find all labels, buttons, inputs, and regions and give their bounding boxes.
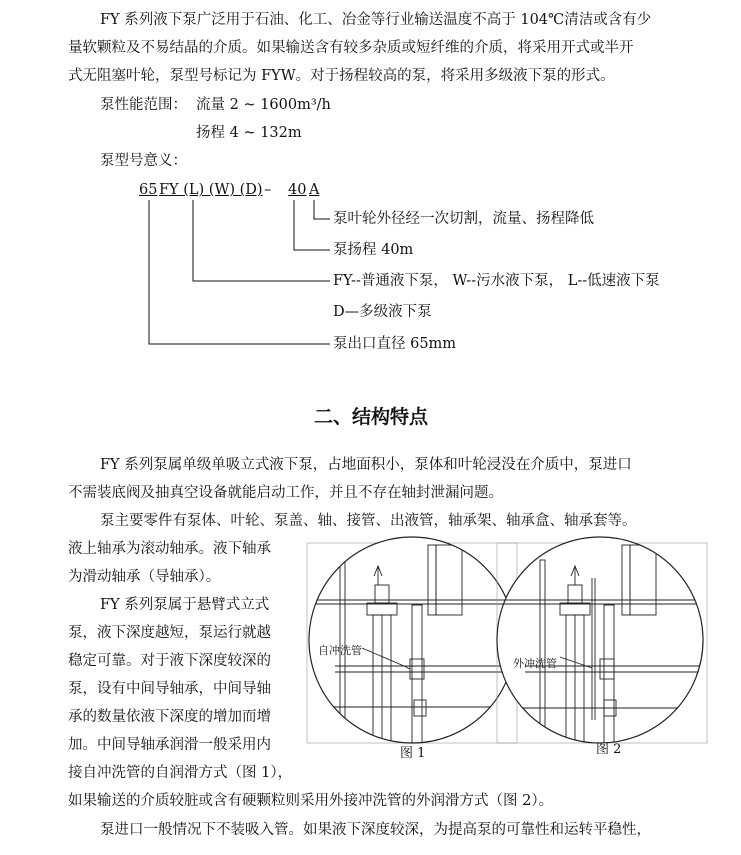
body-line-7: 泵，液下深度越短，泵运行就越 [68, 625, 271, 641]
model-code-head: 40 [288, 182, 307, 198]
note-head: 泵扬程 40m [333, 242, 414, 258]
model-code-series: FY (L) (W) (D) [159, 182, 263, 198]
range-label: 泵性能范围： [100, 97, 187, 113]
body-line-12: 接自冲洗管的自润滑方式（图 1）， [68, 765, 293, 781]
body-line-9: 泵，设有中间导轴承，中间导轴 [68, 681, 271, 697]
body-line-5: 为滑动轴承（导轴承）。 [68, 569, 221, 585]
body-line-13: 如果输送的介质较脏或含有硬颗粒则采用外接冲洗管的外润滑方式（图 2）。 [68, 793, 554, 809]
body-line-8: 稳定可靠。对于液下深度较深的 [68, 653, 271, 669]
intro-line-1: FY 系列液下泵广泛用于石油、化工、冶金等行业输送温度不高于 104℃清洁或含有少 [100, 12, 652, 28]
intro-line-2: 量软颗粒及不易结晶的介质。如果输送含有较多杂质或短纤维的介质，将采用开式或半开 [68, 40, 634, 56]
body-line-4: 液上轴承为滚动轴承。液下轴承 [68, 541, 271, 557]
figure-2-caption: 图 2 [596, 742, 622, 757]
figure-2-drawing [497, 537, 707, 765]
note-outlet: 泵出口直径 65mm [333, 336, 457, 352]
body-line-6: FY 系列泵属于悬臂式立式 [100, 597, 270, 613]
body-line-3: 泵主要零件有泵体、叶轮、泵盖、轴、接管、出液管，轴承架、轴承盒、轴承套等。 [100, 513, 637, 529]
model-code-size: 65 [139, 182, 158, 198]
figure-2-label: 外冲洗管 [513, 657, 557, 670]
note-multistage: D—多级液下泵 [333, 304, 432, 320]
body-line-10: 承的数量依液下深度的增加而增 [68, 709, 271, 725]
body-line-1: FY 系列泵属单级单吸立式液下泵，占地面积小，泵体和叶轮浸没在介质中，泵进口 [100, 457, 632, 473]
note-types: FY--普通液下泵， W--污水液下泵， L--低速液下泵 [333, 273, 660, 289]
body-line-14: 泵进口一般情况下不装吸入管。如果液下深度较深，为提高泵的可靠性和运转平稳性， [100, 822, 651, 838]
model-label: 泵型号意义： [100, 153, 187, 169]
figure-1-caption: 图 1 [400, 746, 426, 761]
body-line-11: 加。中间导轴承润滑一般采用内 [68, 737, 271, 753]
intro-line-3: 式无阻塞叶轮，泵型号标记为 FYW。对于扬程较高的泵，将采用多级液下泵的形式。 [68, 68, 615, 84]
figure-1-label: 自冲洗管 [318, 644, 362, 657]
flow-range: 流量 2 ~ 1600m³/h [196, 97, 331, 113]
body-line-2: 不需装底阀及抽真空设备就能启动工作，并且不存在轴封泄漏问题。 [68, 485, 503, 501]
model-code-suffix: A [309, 182, 320, 198]
note-trim: 泵叶轮外径经一次切割，流量、扬程降低 [333, 211, 594, 227]
section-title: 二、结构特点 [314, 406, 429, 428]
head-range: 扬程 4 ~ 132m [196, 125, 302, 141]
model-code-dash: – [264, 182, 272, 198]
